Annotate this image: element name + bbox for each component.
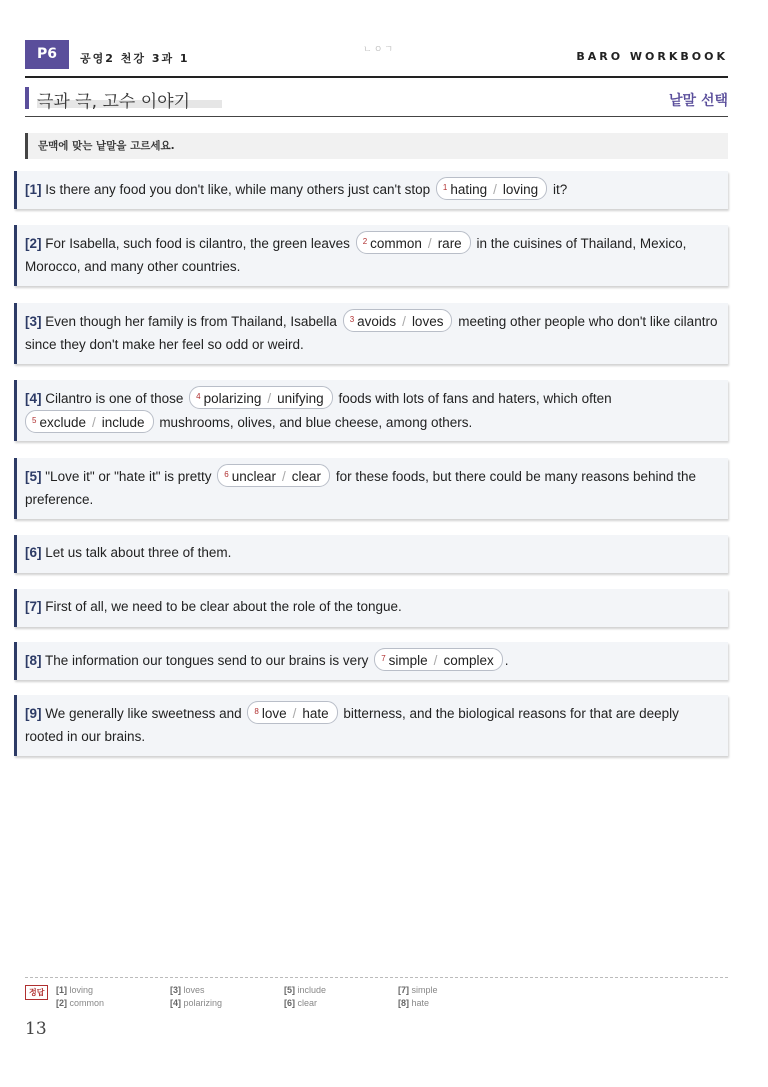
choice-number: 5	[32, 416, 37, 425]
sentence-text: meeting other people who don't like cilantro since they don't make her feel so odd or weird.	[25, 314, 718, 352]
item-number: [2]	[25, 236, 42, 251]
sentence-item	[14, 171, 728, 209]
sentence-text: "Love it" or "hate it" is pretty	[45, 469, 212, 484]
section-subtitle: 낱말 선택	[669, 93, 728, 109]
item-number: [6]	[25, 545, 42, 560]
choice-option-b[interactable]: loves	[411, 314, 444, 329]
choice-number: 7	[381, 654, 386, 663]
page-header	[25, 40, 728, 78]
sentence-text: for these foods, but there could be many reasons behind the preference.	[25, 469, 697, 507]
item-number: [9]	[25, 706, 42, 721]
choice-option-a[interactable]: unclear	[231, 469, 277, 484]
sentence-text: Even though her family is from Thailand, Isabella	[45, 314, 337, 329]
choice-number: 4	[196, 392, 201, 401]
choice-option-a[interactable]: common	[370, 236, 422, 251]
sentence-text: bitterness, and the biological reasons for that are deeply rooted in our brains.	[25, 706, 679, 744]
choice-number: 8	[254, 707, 259, 716]
answer-entry: [7] simple	[398, 985, 438, 995]
answer-entry: [1] loving	[56, 985, 94, 995]
sentence-item	[14, 535, 728, 573]
answer-key	[25, 977, 728, 1008]
sentence-text: Is there any food you don't like, while many others just can't stop	[45, 182, 431, 197]
sentence-item	[14, 695, 728, 756]
choice-pill[interactable]: $^3$ avoids / loves	[343, 309, 453, 332]
answer-entry: [8] hate	[398, 998, 430, 1008]
choice-option-b[interactable]: rare	[437, 236, 462, 251]
choice-pill[interactable]: $^7$ simple / complex	[374, 648, 503, 671]
choice-option-a[interactable]: love	[261, 706, 287, 721]
choice-option-b[interactable]: include	[101, 415, 145, 430]
choice-pill[interactable]: $^8$ love / hate	[247, 701, 337, 724]
sentence-text: in the cuisines of Thailand, Mexico, Morocco, and many other countries.	[25, 236, 687, 274]
sentence-text: We generally like sweetness and	[45, 706, 242, 721]
sentence-item	[14, 642, 728, 680]
item-number: [5]	[25, 469, 42, 484]
choice-number: 1	[442, 183, 448, 192]
choice-option-a[interactable]: hating	[450, 182, 488, 197]
answer-entry: [3] loves	[170, 985, 205, 995]
choice-option-b[interactable]: loving	[502, 182, 539, 197]
sentence-text: The information our tongues send to our brains is very	[45, 653, 369, 668]
item-number: [3]	[25, 314, 42, 329]
title-bar	[25, 84, 728, 117]
choice-number: 2	[362, 237, 368, 246]
choice-option-b[interactable]: unifying	[277, 391, 324, 406]
choice-option-b[interactable]: hate	[302, 706, 329, 721]
page-number: 13	[25, 1019, 47, 1039]
sentence-item	[14, 380, 728, 441]
choice-number: 6	[224, 470, 229, 479]
center-mark: ㄴㅇㄱ	[363, 45, 396, 55]
course-label: 공영2 천강 3과 1	[80, 52, 190, 65]
choice-pill[interactable]: $^6$ unclear / clear	[217, 464, 330, 487]
choice-number: 3	[349, 315, 355, 324]
answer-column	[398, 984, 438, 1010]
answer-column	[56, 984, 104, 1010]
sentence-item	[14, 589, 728, 627]
item-number: [4]	[25, 391, 42, 406]
item-number: [1]	[25, 182, 42, 197]
choice-pill[interactable]: $^5$ exclude / include	[25, 410, 154, 433]
item-number: [7]	[25, 599, 42, 614]
answer-entry: [2] common	[56, 998, 105, 1008]
choice-option-a[interactable]: simple	[388, 653, 428, 668]
choice-option-a[interactable]: avoids	[357, 314, 397, 329]
answer-column	[284, 984, 326, 1010]
title-accent	[25, 87, 29, 109]
answer-entry: [5] include	[284, 985, 327, 995]
answer-label: 정답	[25, 985, 48, 1000]
answer-entry: [6] clear	[284, 998, 318, 1008]
sentence-text: First of all, we need to be clear about the role of the tongue.	[45, 599, 402, 614]
instruction: 문맥에 맞는 낱말을 고르세요.	[25, 133, 728, 159]
page-title: 극과 극, 고수 이야기	[37, 92, 190, 112]
sentence-text: Let us talk about three of them.	[45, 545, 232, 560]
choice-option-b[interactable]: complex	[443, 653, 494, 668]
choice-pill[interactable]: $^2$ common / rare	[356, 231, 471, 254]
sentence-item	[14, 225, 728, 286]
answer-column	[170, 984, 222, 1010]
sentence-text: Cilantro is one of those	[45, 391, 184, 406]
sentence-text: mushrooms, olives, and blue cheese, among others.	[159, 415, 473, 430]
sentence-text: it?	[552, 182, 568, 197]
choice-option-a[interactable]: exclude	[39, 415, 86, 430]
sentence-item	[14, 458, 728, 519]
sentence-item	[14, 303, 728, 364]
sentence-text: .	[504, 653, 509, 668]
brand-label: BARO WORKBOOK	[576, 50, 728, 63]
choice-pill[interactable]: $^1$ hating / loving	[436, 177, 547, 200]
choice-pill[interactable]: $^4$ polarizing / unifying	[189, 386, 333, 409]
choice-option-a[interactable]: polarizing	[203, 391, 262, 406]
sentence-text: For Isabella, such food is cilantro, the green leaves	[45, 236, 350, 251]
sentence-text: foods with lots of fans and haters, which often	[338, 391, 612, 406]
item-number: [8]	[25, 653, 42, 668]
page-badge: P6	[25, 40, 69, 69]
answer-entry: [4] polarizing	[170, 998, 223, 1008]
choice-option-b[interactable]: clear	[291, 469, 322, 484]
